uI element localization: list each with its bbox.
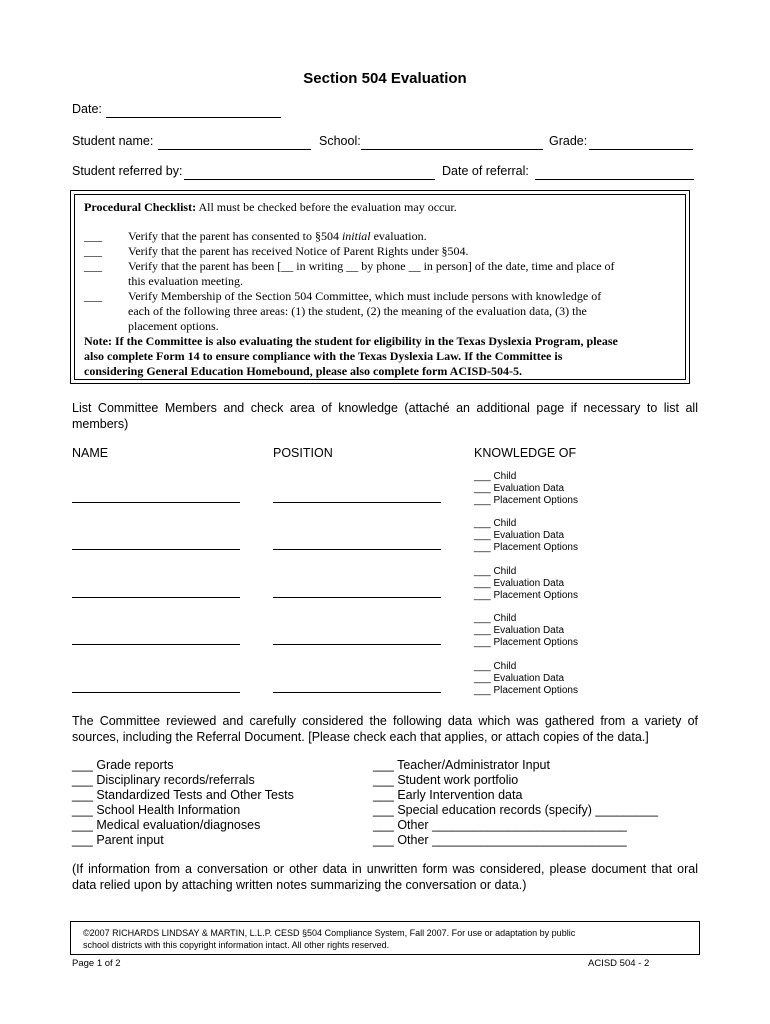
- checklist-blank-1[interactable]: ___: [84, 229, 102, 243]
- knowledge-option[interactable]: ___ Placement Options: [474, 542, 578, 553]
- knowledge-option[interactable]: ___ Placement Options: [474, 685, 578, 696]
- checklist-item-2: Verify that the parent has received Notice of Parent Rights under §504.: [128, 244, 469, 258]
- member-position-field[interactable]: [273, 502, 441, 503]
- page-number: Page 1 of 2: [72, 958, 121, 969]
- checklist-item-1-em: initial: [341, 229, 371, 243]
- knowledge-option[interactable]: ___ Child: [474, 661, 517, 672]
- checklist-blank-3[interactable]: ___: [84, 259, 102, 273]
- grade-label: Grade:: [549, 134, 588, 148]
- member-position-field[interactable]: [273, 597, 441, 598]
- knowledge-option[interactable]: ___ Child: [474, 613, 517, 624]
- member-position-field[interactable]: [273, 549, 441, 550]
- knowledge-option[interactable]: ___ Child: [474, 471, 517, 482]
- copyright-line-1: ©2007 RICHARDS LINDSAY & MARTIN, L.L.P. CESD §504 Compliance System, Fall 2007. For use or adaptation by public: [83, 928, 576, 938]
- knowledge-option[interactable]: ___ Evaluation Data: [474, 673, 565, 684]
- school-field[interactable]: [361, 149, 543, 150]
- data-intro: The Committee reviewed and carefully considered the following data which was gathered from a variety of sources, including the Referral Document. [Please check each that applies, or attach copies of the data.]: [72, 714, 698, 744]
- copyright-box: [70, 921, 700, 955]
- date-field[interactable]: [106, 117, 281, 118]
- date-of-referral-field[interactable]: [535, 179, 694, 180]
- data-check-item[interactable]: ___ Early Intervention data: [373, 788, 523, 802]
- data-check-item[interactable]: ___ Grade reports: [72, 758, 174, 772]
- checklist-note-line-2: also complete Form 14 to ensure compliance with the Texas Dyslexia Law. If the Committee is: [84, 349, 563, 363]
- checklist-item-3: Verify that the parent has been [__ in writing __ by phone __ in person] of the date, time and place of: [128, 259, 615, 273]
- knowledge-option[interactable]: ___ Evaluation Data: [474, 578, 565, 589]
- checklist-item-1-post: evaluation.: [370, 229, 427, 243]
- col-position-header: POSITION: [273, 446, 333, 460]
- checklist-heading-label: Procedural Checklist:: [84, 200, 197, 214]
- member-name-field[interactable]: [72, 644, 240, 645]
- checklist-note-line-3: considering General Education Homebound, please also complete form ACISD-504-5.: [84, 364, 522, 378]
- knowledge-option[interactable]: ___ Placement Options: [474, 590, 578, 601]
- knowledge-option[interactable]: ___ Evaluation Data: [474, 625, 565, 636]
- checklist-item-4-cont: each of the following three areas: (1) the student, (2) the meaning of the evaluation data, (3) the: [128, 304, 587, 318]
- checklist-item-3-cont: this evaluation meeting.: [128, 274, 243, 288]
- committee-instructions: List Committee Members and check area of knowledge (attaché an additional page if necessary to list all members): [72, 401, 698, 431]
- form-id: ACISD 504 - 2: [588, 958, 650, 969]
- grade-field[interactable]: [589, 149, 693, 150]
- date-of-referral-label: Date of referral:: [442, 164, 529, 178]
- checklist-item-1-pre: Verify that the parent has consented to §504: [128, 229, 342, 243]
- checklist-blank-4[interactable]: ___: [84, 289, 102, 303]
- knowledge-option[interactable]: ___ Evaluation Data: [474, 530, 565, 541]
- data-check-item[interactable]: ___ Medical evaluation/diagnoses: [72, 818, 261, 832]
- page-title: Section 504 Evaluation: [303, 70, 467, 87]
- data-check-item[interactable]: ___ Other ____________________________: [373, 818, 627, 832]
- knowledge-option[interactable]: ___ Child: [474, 518, 517, 529]
- knowledge-option[interactable]: ___ Child: [474, 566, 517, 577]
- referred-by-field[interactable]: [184, 179, 435, 180]
- referred-by-label: Student referred by:: [72, 164, 183, 178]
- data-check-item[interactable]: ___ Standardized Tests and Other Tests: [72, 788, 294, 802]
- data-check-item[interactable]: ___ Parent input: [72, 833, 164, 847]
- data-check-item[interactable]: ___ Disciplinary records/referrals: [72, 773, 255, 787]
- col-knowledge-header: KNOWLEDGE OF: [474, 446, 577, 460]
- member-position-field[interactable]: [273, 692, 441, 693]
- member-name-field[interactable]: [72, 692, 240, 693]
- date-label: Date:: [72, 102, 102, 116]
- data-check-item[interactable]: ___ Special education records (specify) _________: [373, 803, 658, 817]
- checklist-heading: [84, 200, 457, 215]
- knowledge-option[interactable]: ___ Placement Options: [474, 637, 578, 648]
- checklist-note-line-1: Note: If the Committee is also evaluating the student for eligibility in the Texas Dyslexia Program, please: [84, 334, 618, 348]
- checklist-blank-2[interactable]: ___: [84, 244, 102, 258]
- copyright-line-2: school districts with this copyright information intact. All other rights reserved.: [83, 940, 390, 950]
- school-label: School:: [319, 134, 361, 148]
- knowledge-option[interactable]: ___ Placement Options: [474, 495, 578, 506]
- data-check-item[interactable]: ___ Other ____________________________: [373, 833, 627, 847]
- data-check-item[interactable]: ___ School Health Information: [72, 803, 241, 817]
- knowledge-option[interactable]: ___ Evaluation Data: [474, 483, 565, 494]
- checklist-intro: All must be checked before the evaluation may occur.: [198, 200, 457, 214]
- student-name-field[interactable]: [158, 149, 311, 150]
- data-note: (If information from a conversation or other data in unwritten form was considered, please document that oral data relied upon by attaching written notes summarizing the conversation or data.): [72, 862, 698, 892]
- member-name-field[interactable]: [72, 549, 240, 550]
- col-name-header: NAME: [72, 446, 109, 460]
- checklist-item-1: [128, 229, 427, 244]
- data-check-item[interactable]: ___ Student work portfolio: [373, 773, 519, 787]
- member-position-field[interactable]: [273, 644, 441, 645]
- member-name-field[interactable]: [72, 597, 240, 598]
- student-name-label: Student name:: [72, 134, 154, 148]
- checklist-item-4: Verify Membership of the Section 504 Committee, which must include persons with knowledge of: [128, 289, 602, 303]
- checklist-item-4-cont2: placement options.: [128, 319, 219, 333]
- member-name-field[interactable]: [72, 502, 240, 503]
- data-check-item[interactable]: ___ Teacher/Administrator Input: [373, 758, 550, 772]
